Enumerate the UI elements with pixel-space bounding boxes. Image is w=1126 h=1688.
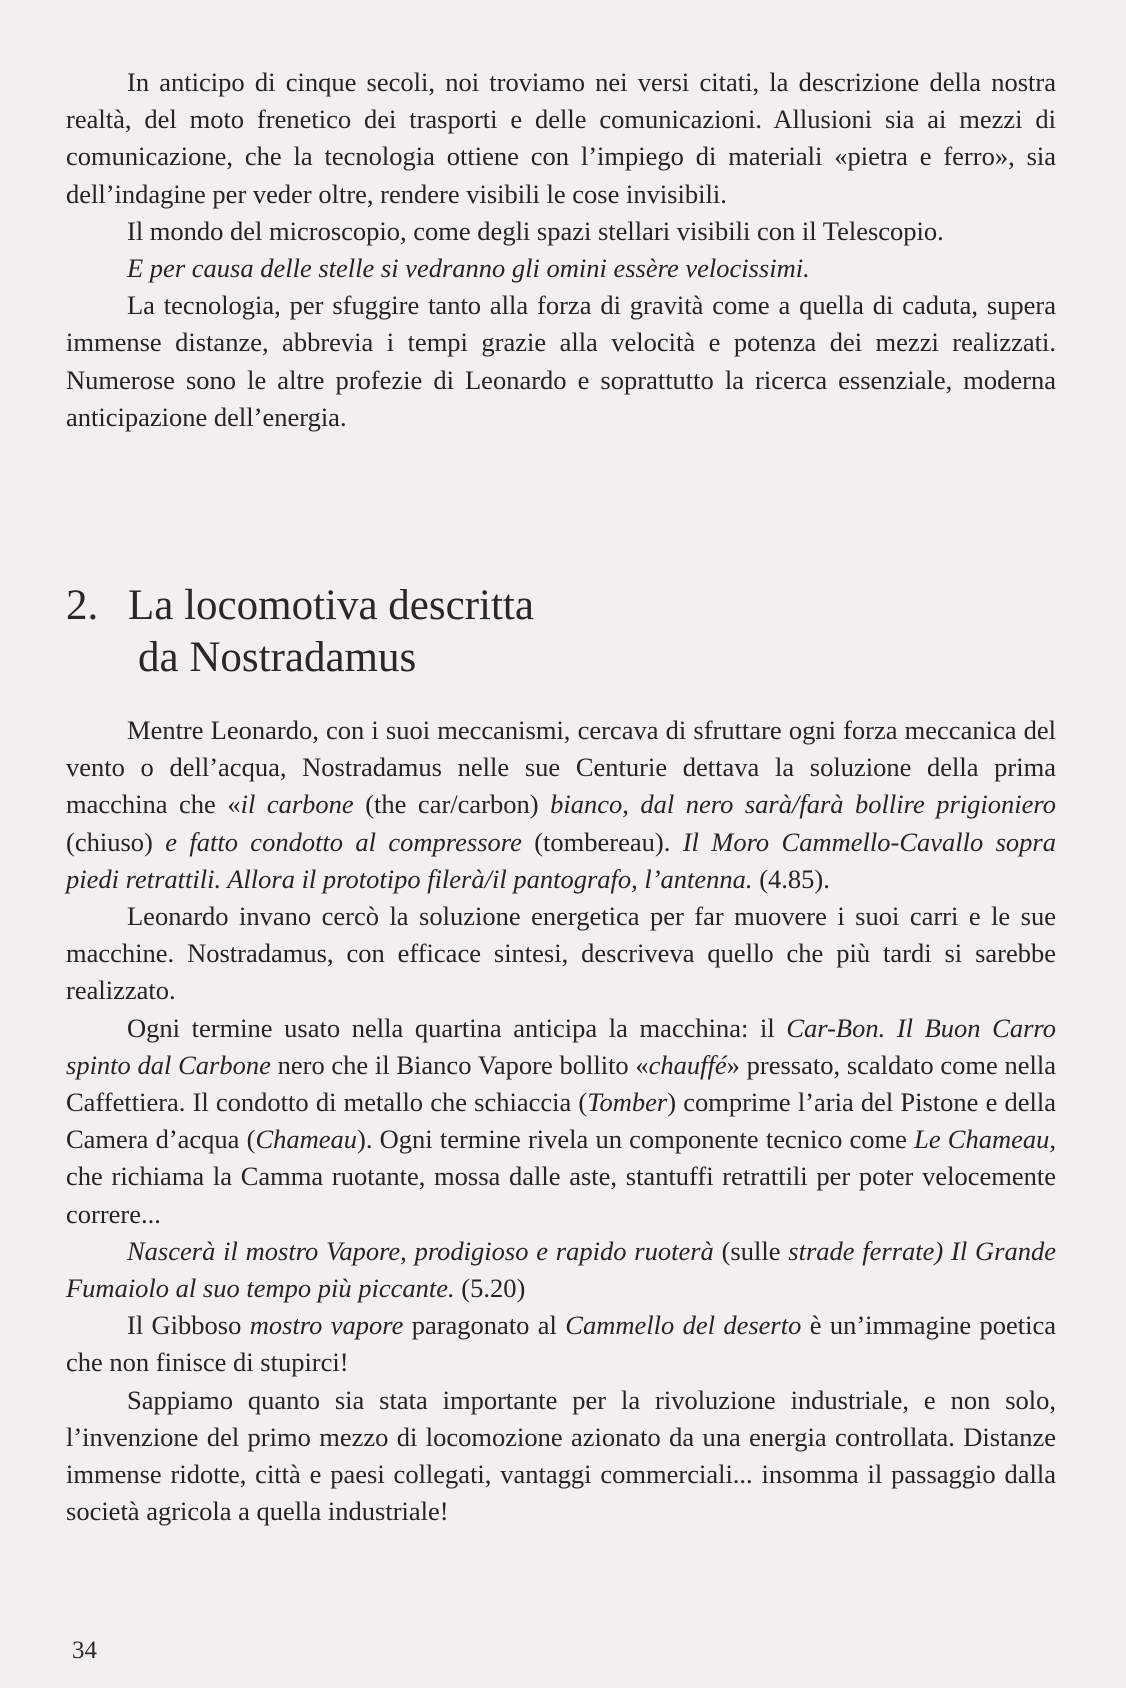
text-segment: Sappiamo quanto sia stata importante per la rivoluzione industriale, e non solo, l’invenzione del primo mezzo di locomozione azionato da una energia controllata. Distanze immense ridotte, città e paesi collegati, vantaggi commerciali... insomma il passaggio dalla società agricola a quella industriale!: [66, 1384, 1056, 1527]
paragraph-section-2: [66, 898, 1056, 1010]
text-segment: Mentre Leonardo, con i suoi meccanismi, cercava di sfruttare ogni forza meccanica del vento o dell’acqua, Nostradamus nelle sue Centurie dettava la soluzione della prima macchina che «: [66, 715, 1056, 820]
italic-text-segment: E per causa delle stelle si vedranno gli omini essère velocissimi.: [127, 253, 810, 284]
paragraph-intro-2: [66, 213, 1056, 250]
paragraph-section-4: [66, 1307, 1056, 1381]
text-segment: nero che il Bianco Vapore bollito «: [270, 1049, 649, 1080]
paragraph-section-3: [66, 1010, 1056, 1233]
text-segment: paragonato al: [403, 1310, 566, 1341]
text-segment: ) comprime l’aria del Pistone e della Camera d’acqua (: [66, 1087, 1056, 1155]
italic-text-segment: Chameau: [255, 1124, 358, 1155]
text-segment: (chiuso): [66, 826, 166, 857]
text-segment: » pressato, scaldato come nella Caffettiera. Il condotto di metallo che schiaccia (: [66, 1049, 1057, 1118]
page-number: 34: [72, 1637, 97, 1664]
text-segment: Ogni termine usato nella quartina anticipa la macchina: il: [127, 1012, 787, 1043]
text-segment: Leonardo invano cercò la soluzione energetica per far muovere i suoi carri e le sue macchine. Nostradamus, con efficace sintesi, descriveva quello che più tardi si sarebbe realizzato.: [66, 901, 1056, 1006]
paragraph-section-quote: [66, 1233, 1056, 1307]
section-title-line-1: La locomotiva descritta: [128, 582, 534, 629]
text-segment: (tombereau).: [521, 826, 683, 857]
italic-text-segment: Il Moro Cammello-Cavallo sopra piedi retrattili. Allora il prototipo filerà/il pantografo, l’antenna.: [66, 826, 1056, 894]
section-title-line-2: da Nostradamus: [138, 634, 417, 681]
section-body: [66, 712, 1056, 1530]
paragraph-section-5: [66, 1382, 1056, 1531]
text-segment: Il mondo del microscopio, come degli spazi stellari visibili con il Telescopio.: [127, 215, 944, 246]
italic-text-segment: bianco, dal nero sarà/farà bollire prigioniero: [550, 789, 1056, 820]
italic-text-segment: e fatto condotto al compressore: [165, 826, 522, 857]
italic-text-segment: chauffé: [648, 1049, 727, 1080]
italic-text-segment: strade ferrate) Il Grande Fumaiolo al suo tempo più piccante.: [66, 1235, 1057, 1304]
section-heading: [66, 580, 534, 684]
italic-text-segment: Tomber: [587, 1087, 668, 1118]
paragraph-section-1: [66, 712, 1056, 898]
italic-text-segment: Cammello del deserto: [565, 1310, 802, 1341]
text-segment: (sulle: [713, 1235, 789, 1266]
italic-text-segment: mostro vapore: [249, 1310, 404, 1341]
text-segment: ). Ogni termine rivela un componente tecnico come: [357, 1124, 915, 1155]
italic-text-segment: il carbone: [240, 789, 354, 820]
text-segment: è un’immagine poetica che non finisce di stupirci!: [66, 1310, 1057, 1378]
paragraph-intro-3: [66, 287, 1056, 436]
text-segment: (the car/carbon): [353, 789, 551, 820]
italic-text-segment: Car-Bon. Il Buon Carro spinto dal Carbone: [66, 1012, 1056, 1080]
intro-text-block: [66, 64, 1056, 436]
text-segment: che richiama la Camma ruotante, mossa dalle aste, stantuffi retrattili per poter velocemente correre...: [66, 1161, 1056, 1229]
italic-text-segment: Nascerà il mostro Vapore, prodigioso e rapido ruoterà: [127, 1235, 714, 1266]
section-number: 2.: [66, 582, 99, 629]
text-segment: (5.20): [454, 1273, 526, 1304]
text-segment: (4.85).: [752, 863, 830, 894]
text-segment: In anticipo di cinque secoli, noi troviamo nei versi citati, la descrizione della nostra realtà, del moto frenetico dei trasporti e delle comunicazioni. Allusioni sia ai mezzi di comunicazione, che la tecnologia ottiene con l’impiego di materiali «pietra e ferro», sia dell’indagine per veder oltre, rendere visibili le cose invisibili.: [66, 67, 1056, 209]
text-segment: La tecnologia, per sfuggire tanto alla forza di gravità come a quella di caduta, supera immense distanze, abbrevia i tempi grazie alla velocità e potenza dei mezzi realizzati. Numerose sono le altre profezie di Leonardo e soprattutto la ricerca essenziale, moderna anticipazione dell’energia.: [66, 290, 1056, 432]
italic-text-segment: Le Chameau,: [914, 1124, 1056, 1155]
paragraph-intro-1: [66, 64, 1056, 213]
paragraph-intro-quote: [66, 250, 1056, 287]
text-segment: Il Gibboso: [127, 1310, 250, 1341]
